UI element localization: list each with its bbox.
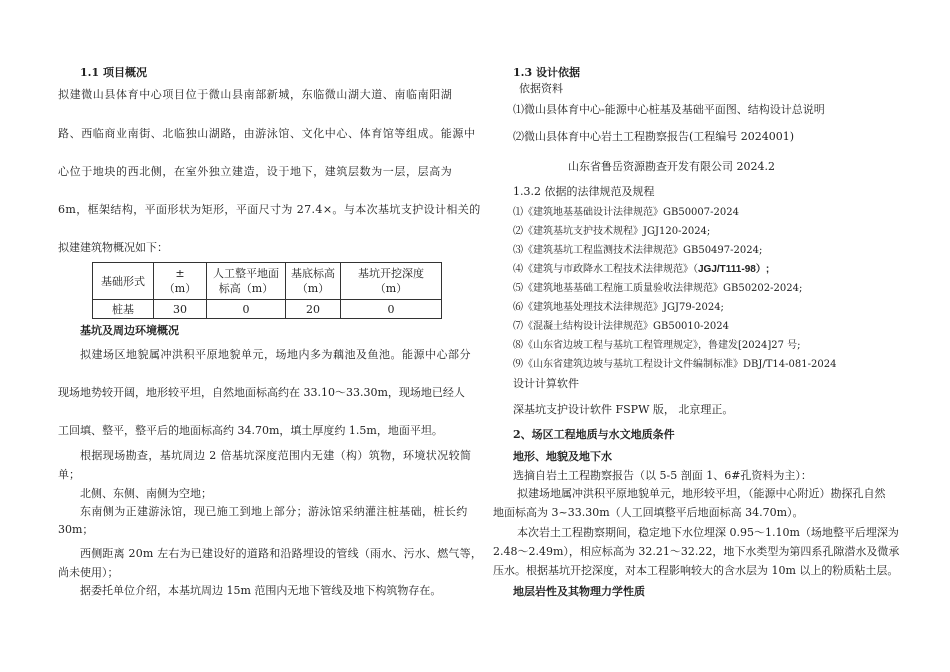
env-line-3: 工回填、整平，整平后的地面标高约 34.70m，填土厚度约 1.5m，地面平坦。: [58, 424, 443, 437]
law-item-2: ⑵《建筑基坑支护技术规程》JGJ120-2024;: [513, 226, 711, 237]
water-line-1: 本次岩土工程勘察期间，稳定地下水位埋深 0.95～1.10m（场地整平后埋深为: [517, 526, 899, 539]
terrain-intro: 选摘自岩土工程勘察报告（以 5-5 剖面 1、6#孔资料为主）：: [513, 469, 812, 482]
law-item-4: ⑷《建筑与市政降水工程技术法律规范》（JGJ/T111-98）;: [513, 264, 770, 275]
section-1-3-title: 1.3 设计依据: [513, 66, 580, 79]
env-section-title: 基坑及周边环境概况: [80, 324, 179, 337]
table-header-cell: ± （m）: [154, 263, 207, 300]
table-header-cell: 基础形式: [93, 263, 154, 300]
terrain-line-2: 地面标高为 3~33.30m（人工回填整平后地面标高 34.70m）。: [493, 506, 804, 519]
table-header-cell: 基底标高 （m）: [286, 263, 341, 300]
table-cell: 30: [154, 300, 207, 319]
surroundings-north: 北侧、东侧、南侧为空地；: [80, 487, 212, 500]
building-table: [92, 262, 442, 319]
terrain-line-1: 拟建场地属冲洪积平原地貌单元，地形较平坦，（能源中心附近）勘探孔自然: [517, 487, 886, 500]
table-cell: 20: [286, 300, 341, 319]
section-1-1-title: 1.1 项目概况: [80, 66, 147, 79]
water-line-2: 2.48～2.49m），相应标高为 32.21～32.22，地下水类型为第四系孔隙潜水及微承: [493, 545, 900, 558]
surroundings-west-2: 尚未使用）；: [58, 566, 119, 579]
section-1-3-2-title: 1.3.2 依据的法律规范及规程: [513, 185, 655, 198]
surroundings-west-1: 西侧距离 20m 左右为已建设好的道路和沿路埋设的管线（雨水、污水、燃气等，: [80, 547, 483, 560]
table-cell: 0: [341, 300, 442, 319]
law-item-7: ⑺《混凝土结构设计法律规范》GB50010-2024: [513, 321, 729, 332]
software-name: 深基坑支护设计软件 FSPW 版， 北京理正。: [513, 403, 734, 416]
law-item-5: ⑸《建筑地基基础工程施工质量验收法律规范》GB50202-2024;: [513, 283, 803, 294]
overview-line-2: 路、西临商业南街、北临独山湖路，由游泳馆、文化中心、体育馆等组成。能源中: [58, 127, 476, 140]
table-cell: 0: [207, 300, 286, 319]
survey-org: 山东省鲁岳资源勘查开发有限公司 2024.2: [568, 160, 775, 173]
surroundings-southeast-1: 东南侧为正建游泳馆，现已施工到地上部分；游泳馆采纳灌注桩基础，桩长约: [80, 505, 468, 518]
law-item-8: ⑻《山东省边坡工程与基坑工程管理规定》，鲁建发[2024]27 号;: [513, 340, 801, 351]
overview-line-3: 心位于地块的西北侧，在室外独立建造，设于地下，建筑层数为一层，层高为: [58, 165, 453, 178]
water-line-3: 压水。根据基坑开挖深度，对本工程影响较大的含水层为 10m 以上的粉质粘土层。: [493, 564, 899, 577]
overview-line-1: 拟建微山县体育中心项目位于微山县南部新城，东临微山湖大道、南临南阳湖: [58, 88, 453, 101]
env-line-1: 拟建场区地貌属冲洪积平原地貌单元，场地内多为藕池及鱼池。能源中心部分: [80, 348, 471, 361]
table-header-row: [93, 263, 442, 300]
env-line-2: 现场地势较开阔，地形较平坦，自然地面标高约在 33.10～33.30m，现场地已经人: [58, 386, 465, 399]
table-header-cell: 人工整平地面 标高（m）: [207, 263, 286, 300]
law-item-3: ⑶《建筑基坑工程监测技术法律规范》GB50497-2024;: [513, 245, 763, 256]
overview-line-4: 6m，框架结构，平面形状为矩形，平面尺寸为 27.4×。与本次基坑支护设计相关的: [58, 203, 481, 216]
basis-item-1: ⑴微山县体育中心-能源中心桩基及基础平面图、结构设计总说明: [513, 103, 825, 116]
overview-line-5: 拟建建筑物概况如下：: [58, 241, 168, 254]
software-label: 设计计算软件: [513, 377, 579, 390]
table-row: [93, 300, 442, 319]
basis-label: 依据资料: [519, 82, 563, 95]
section-2-title: 2、场区工程地质与水文地质条件: [513, 428, 675, 441]
law-item-1: ⑴《建筑地基基础设计法律规范》GB50007-2024: [513, 207, 739, 218]
no-pipelines-note: 据委托单位介绍，本基坑周边 15m 范围内无地下管线及地下构筑物存在。: [80, 584, 442, 597]
table-cell: 桩基: [93, 300, 154, 319]
survey-line-2: 单；: [58, 468, 80, 481]
table-header-cell: 基坑开挖深度 （m）: [341, 263, 442, 300]
law-item-9: ⑼《山东省建筑边坡与基坑工程设计文件编制标准》DBJ/T14-081-2024: [513, 359, 837, 370]
survey-line-1: 根据现场勘查，基坑周边 2 倍基坑深度范围内无建（构）筑物，环境状况较简: [80, 449, 472, 462]
strata-title: 地层岩性及其物理力学性质: [513, 585, 645, 598]
terrain-title: 地形、地貌及地下水: [513, 450, 612, 463]
law-item-6: ⑹《建筑地基处理技术法律规范》JGJ79-2024;: [513, 302, 724, 313]
surroundings-southeast-2: 30m；: [58, 523, 94, 536]
basis-item-2: ⑵微山县体育中心岩土工程勘察报告(工程编号 2024001): [513, 130, 795, 143]
